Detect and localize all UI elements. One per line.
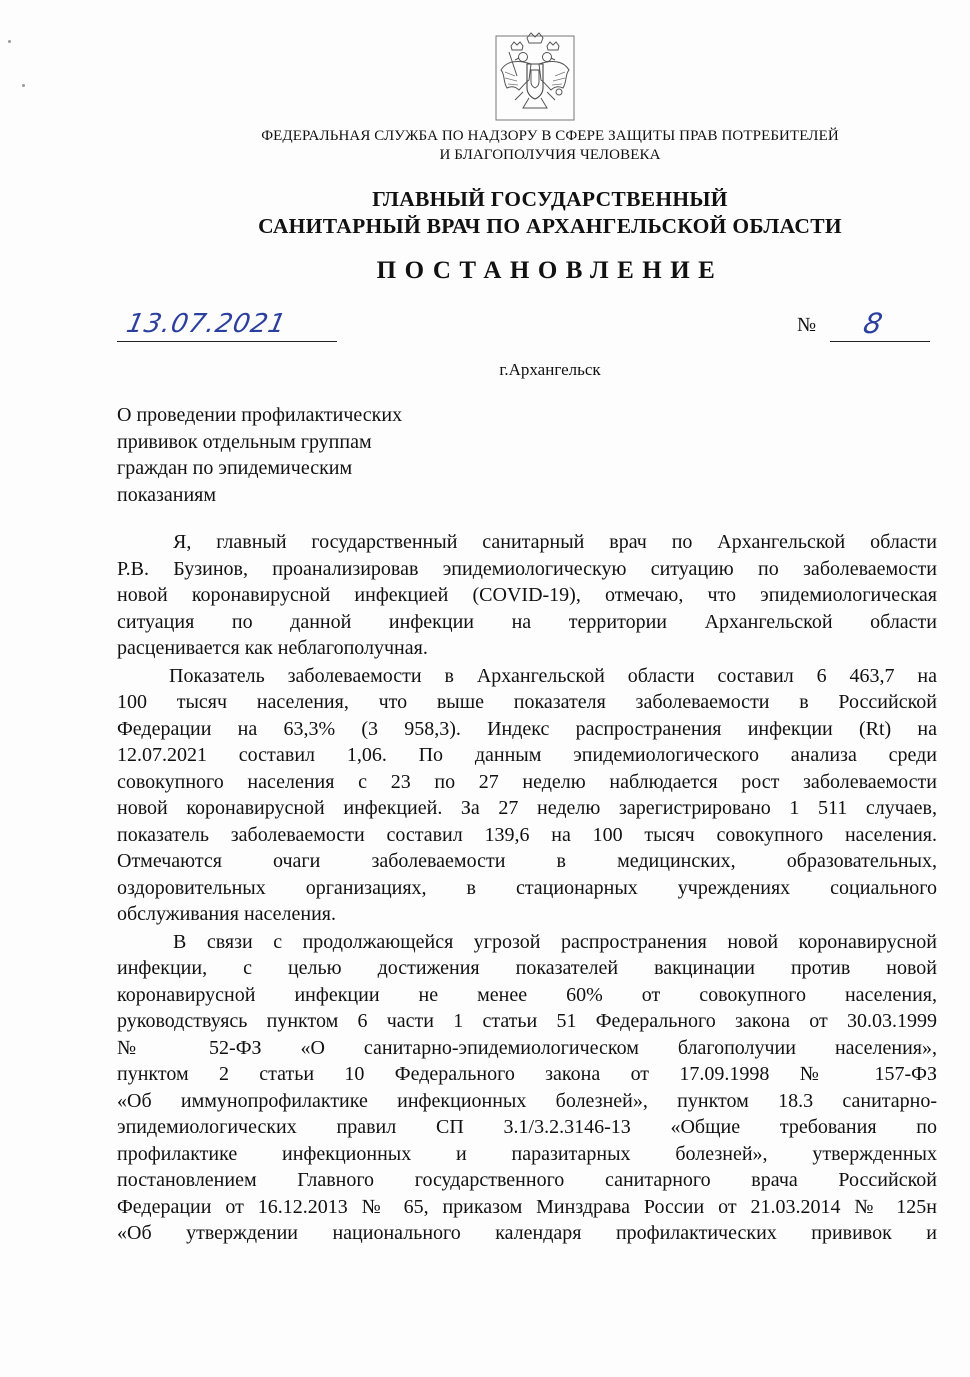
agency-name-line-2: И БЛАГОПОЛУЧИЯ ЧЕЛОВЕКА — [439, 147, 661, 163]
body-line: эпидемиологических правил СП 3.1/3.2.3146-13 «Общие требования по — [117, 1116, 937, 1138]
document-body — [117, 529, 937, 1248]
scan-artifact — [8, 40, 11, 43]
scan-artifact — [22, 84, 25, 87]
body-line: инфекции, с целью достижения показателей вакцинации против новой — [117, 957, 937, 979]
body-line: пунктом 2 статьи 10 Федерального закона от 17.09.1998 № 157-ФЗ — [117, 1063, 937, 1085]
number-label: № — [797, 314, 817, 336]
body-line: совокупного населения с 23 по 27 неделю наблюдается рост заболеваемости — [117, 770, 937, 793]
subject-line: граждан по эпидемическим — [117, 457, 353, 479]
subject-line: прививок отдельным группам — [117, 430, 372, 453]
body-line: расценивается как неблагополучная. — [117, 637, 428, 659]
body-line: Федерации от 16.12.2013 № 65, приказом Минздрава России от 21.03.2014 № 125н — [117, 1195, 937, 1218]
body-line: обслуживания населения. — [117, 903, 336, 925]
coat-of-arms-icon — [493, 30, 577, 122]
body-line: Р.В. Бузинов, проанализировав эпидемиологическую ситуацию по заболеваемости — [117, 557, 937, 580]
body-line: оздоровительных организациях, в стационарных учреждениях социального — [117, 876, 937, 899]
paragraph — [117, 663, 937, 928]
body-line: «Об утверждении национального календаря профилактических прививок и — [117, 1222, 937, 1244]
body-line: постановлением Главного государственного санитарного врача Российской — [117, 1169, 937, 1191]
body-line: «Об иммунопрофилактике инфекционных болезней», пунктом 18.3 санитарно- — [117, 1089, 937, 1112]
body-line: показатель заболеваемости составил 139,6 на 100 тысяч совокупного населения. — [117, 823, 937, 846]
document-type-title: ПОСТАНОВЛЕНИЕ — [376, 257, 724, 284]
date-field — [117, 305, 337, 342]
body-line: руководствуясь пунктом 6 части 1 статьи 51 Федерального закона от 30.03.1999 — [117, 1010, 937, 1032]
body-line: Я, главный государственный санитарный врач по Архангельской области — [173, 531, 937, 553]
body-line: Отмечаются очаги заболеваемости в медицинских, образовательных, — [117, 850, 937, 872]
handwritten-number: 8 — [860, 307, 886, 340]
handwritten-date: 13.07.2021 — [123, 309, 290, 339]
agency-name-line-1: ФЕДЕРАЛЬНАЯ СЛУЖБА ПО НАДЗОРУ В СФЕРЕ ЗАЩИТЫ ПРАВ ПОТРЕБИТЕЛЕЙ — [261, 128, 839, 144]
body-line: новой коронавирусной инфекцией (COVID-19), отмечаю, что эпидемиологическая — [117, 584, 937, 606]
chief-title-line-1: ГЛАВНЫЙ ГОСУДАРСТВЕННЫЙ — [372, 187, 728, 211]
city-name: г.Архангельск — [499, 360, 601, 379]
body-line: В связи с продолжающейся угрозой распространения новой коронавирусной — [173, 930, 937, 953]
body-line: 12.07.2021 составил 1,06. По данным эпидемиологического анализа среди — [117, 744, 937, 766]
body-line: Показатель заболеваемости в Архангельской области составил 6 463,7 на — [169, 664, 937, 687]
body-line: № 52-ФЗ «О санитарно-эпидемиологическом благополучии населения», — [117, 1036, 937, 1059]
body-line: ситуация по данной инфекции на территории Архангельской области — [117, 610, 937, 633]
body-line: новой коронавирусной инфекцией. За 27 неделю зарегистрировано 1 511 случаев, — [117, 797, 937, 819]
subject-line: показаниям — [117, 483, 217, 506]
subject-line: О проведении профилактических — [117, 404, 403, 426]
body-line: коронавирусной инфекции не менее 60% от совокупного населения, — [117, 983, 937, 1006]
paragraph — [117, 929, 937, 1247]
paragraph — [117, 529, 937, 662]
body-line: 100 тысяч населения, что выше показателя заболеваемости в Российской — [117, 691, 937, 713]
body-line: профилактике инфекционных и паразитарных болезней», утвержденных — [117, 1142, 937, 1165]
chief-title-line-2: САНИТАРНЫЙ ВРАЧ ПО АРХАНГЕЛЬСКОЙ ОБЛАСТИ — [258, 214, 842, 238]
number-field — [830, 305, 930, 342]
document-subject — [117, 402, 497, 508]
body-line: Федерации на 63,3% (3 958,3). Индекс распространения инфекции (Rt) на — [117, 717, 937, 740]
